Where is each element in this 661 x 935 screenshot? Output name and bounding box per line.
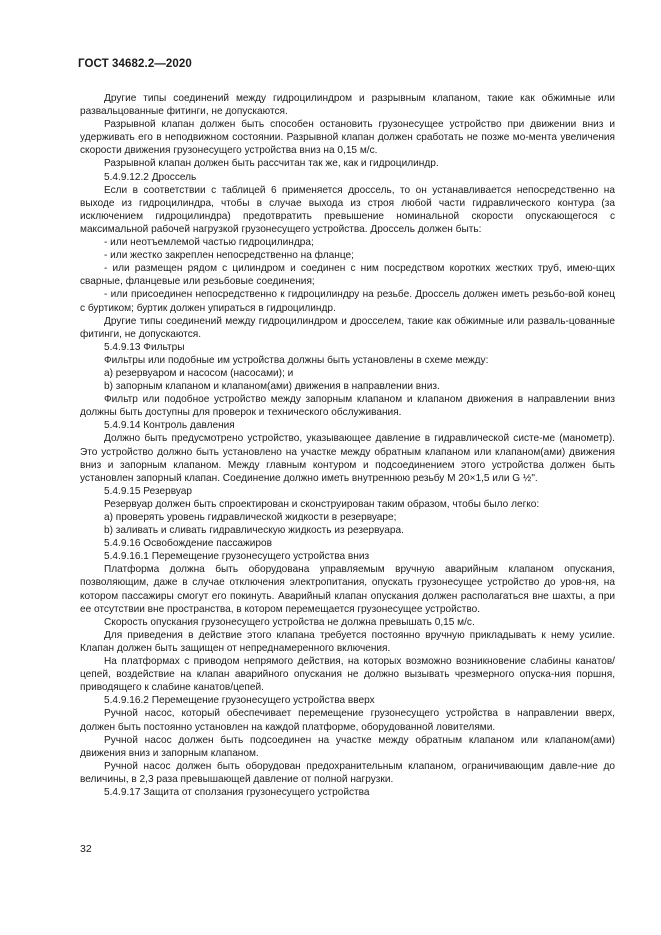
document-header: ГОСТ 34682.2—2020 — [78, 58, 192, 70]
paragraph: Должно быть предусмотрено устройство, указывающее давление в гидравлической систе-ме (манометр). Это устройство должно быть установлено на участке между обратным клапаном или клапаном(ами) движения вниз и запорным клапаном. Между главным контуром и подсоединением этого устройства должен быть установлен запорный клапан. Соединение должно иметь внутреннюю резьбу М 20×1,5 или G ½". — [80, 433, 615, 484]
section-heading: 5.4.9.12.2 Дроссель — [104, 171, 197, 183]
list-item: - или неотъемлемой частью гидроцилиндра; — [104, 237, 314, 249]
paragraph: Другие типы соединений между гидроцилиндром и дросселем, такие как обжимные или разваль-цованные фитинги, не допускаются. — [80, 315, 615, 340]
section-heading: 5.4.9.14 Контроль давления — [104, 420, 235, 432]
paragraph: Ручной насос должен быть оборудован предохранительным клапаном, ограничивающим давле-ние до величины, в 2,3 раза превышающей давление от полной нагрузки. — [80, 760, 615, 785]
list-item: b) запорным клапаном и клапаном(ами) движения в направлении вниз. — [104, 381, 440, 393]
list-item: a) проверять уровень гидравлической жидкости в резервуаре; — [104, 512, 397, 523]
paragraph: Скорость опускания грузонесущего устройства не должна превышать 0,15 м/с. — [104, 616, 475, 628]
section-heading: 5.4.9.15 Резервуар — [104, 485, 193, 497]
document-body — [80, 92, 615, 799]
section-heading: 5.4.9.13 Фильтры — [104, 341, 185, 353]
paragraph: Разрывной клапан должен быть способен остановить грузонесущее устройство при движении вниз и удерживать его в неподвижном состоянии. Разрывной клапан должен сработать не позже мо-мента увеличения скорости движения грузонесущего устройства вниз на 0,15 м/с. — [80, 119, 615, 157]
section-heading: 5.4.9.16 Освобождение пассажиров — [104, 538, 272, 550]
paragraph: Фильтры или подобные им устройства должны быть установлены в схеме между: — [104, 354, 489, 366]
section-heading: 5.4.9.16.2 Перемещение грузонесущего устройства вверх — [104, 695, 375, 707]
page-number: 32 — [80, 843, 92, 855]
section-heading: 5.4.9.17 Защита от сползания грузонесущего устройства — [104, 786, 370, 798]
paragraph: Платформа должна быть оборудована управляемым вручную аварийным клапаном опускания, позволяющим, даже в случае отключения электропитания, опускать грузонесущее устройство до уров-ня, на котором пассажиры смогут его покинуть. Аварийный клапан опускания должен располагаться вне шахты, а при ее отсутствии вне пространства, в котором перемещается грузонесущее устройство. — [80, 564, 615, 615]
paragraph: Если в соответствии с таблицей 6 применяется дроссель, то он устанавливается непосредственно на выходе из гидроцилиндра, чтобы в случае выхода из строя любой части гидравлического контура (за исключением гидроцилиндра) предотвратить превышение номинальной скорости опускающегося с максимальной рабочей нагрузкой грузонесущего устройства. Дроссель должен быть: — [80, 184, 615, 235]
list-item: - или жестко закреплен непосредственно на фланце; — [104, 250, 354, 262]
paragraph: Разрывной клапан должен быть рассчитан так же, как и гидроцилиндр. — [104, 158, 439, 170]
section-heading: 5.4.9.16.1 Перемещение грузонесущего устройства вниз — [104, 551, 370, 563]
paragraph: На платформах с приводом непрямого действия, на которых возможно возникновение слабины канатов/цепей, воздействие на клапан аварийного опускания не должно вызывать чрезмерного опуска-ния поршня, приводящего к слабине канатов/цепей. — [80, 656, 615, 694]
paragraph: Резервуар должен быть спроектирован и сконструирован таким образом, чтобы было легко: — [104, 498, 540, 510]
list-item: a) резервуаром и насосом (насосами); и — [104, 367, 294, 379]
paragraph: Фильтр или подобное устройство между запорным клапаном и клапаном движения в направлении вниз должны быть доступны для проверок и технического обслуживания. — [80, 394, 615, 419]
paragraph: Другие типы соединений между гидроцилиндром и разрывным клапаном, такие как обжимные или развальцованные фитинги, не допускаются. — [80, 93, 615, 118]
list-item: b) заливать и сливать гидравлическую жидкость из резервуара. — [104, 525, 404, 537]
list-item: - или размещен рядом с цилиндром и соединен с ним посредством коротких жестких труб, имею-щих сварные, фланцевые или резьбовые соединения; — [80, 263, 615, 288]
paragraph: Ручной насос, который обеспечивает перемещение грузонесущего устройства в направлении вверх, должен быть постоянно установлен на каждой платформе, оборудованной ловителями. — [80, 708, 615, 733]
list-item: - или присоединен непосредственно к гидроцилиндру на резьбе. Дроссель должен иметь резьбо-вой конец с буртиком; буртик должен упираться в гидроцилиндр. — [80, 289, 615, 314]
paragraph: Для приведения в действие этого клапана требуется постоянно вручную прикладывать к нему усилие. Клапан должен быть защищен от непреднамеренного включения. — [80, 629, 615, 654]
paragraph: Ручной насос должен быть подсоединен на участке между обратным клапаном или клапаном(ами) движения вниз и запорным клапаном. — [80, 734, 615, 759]
